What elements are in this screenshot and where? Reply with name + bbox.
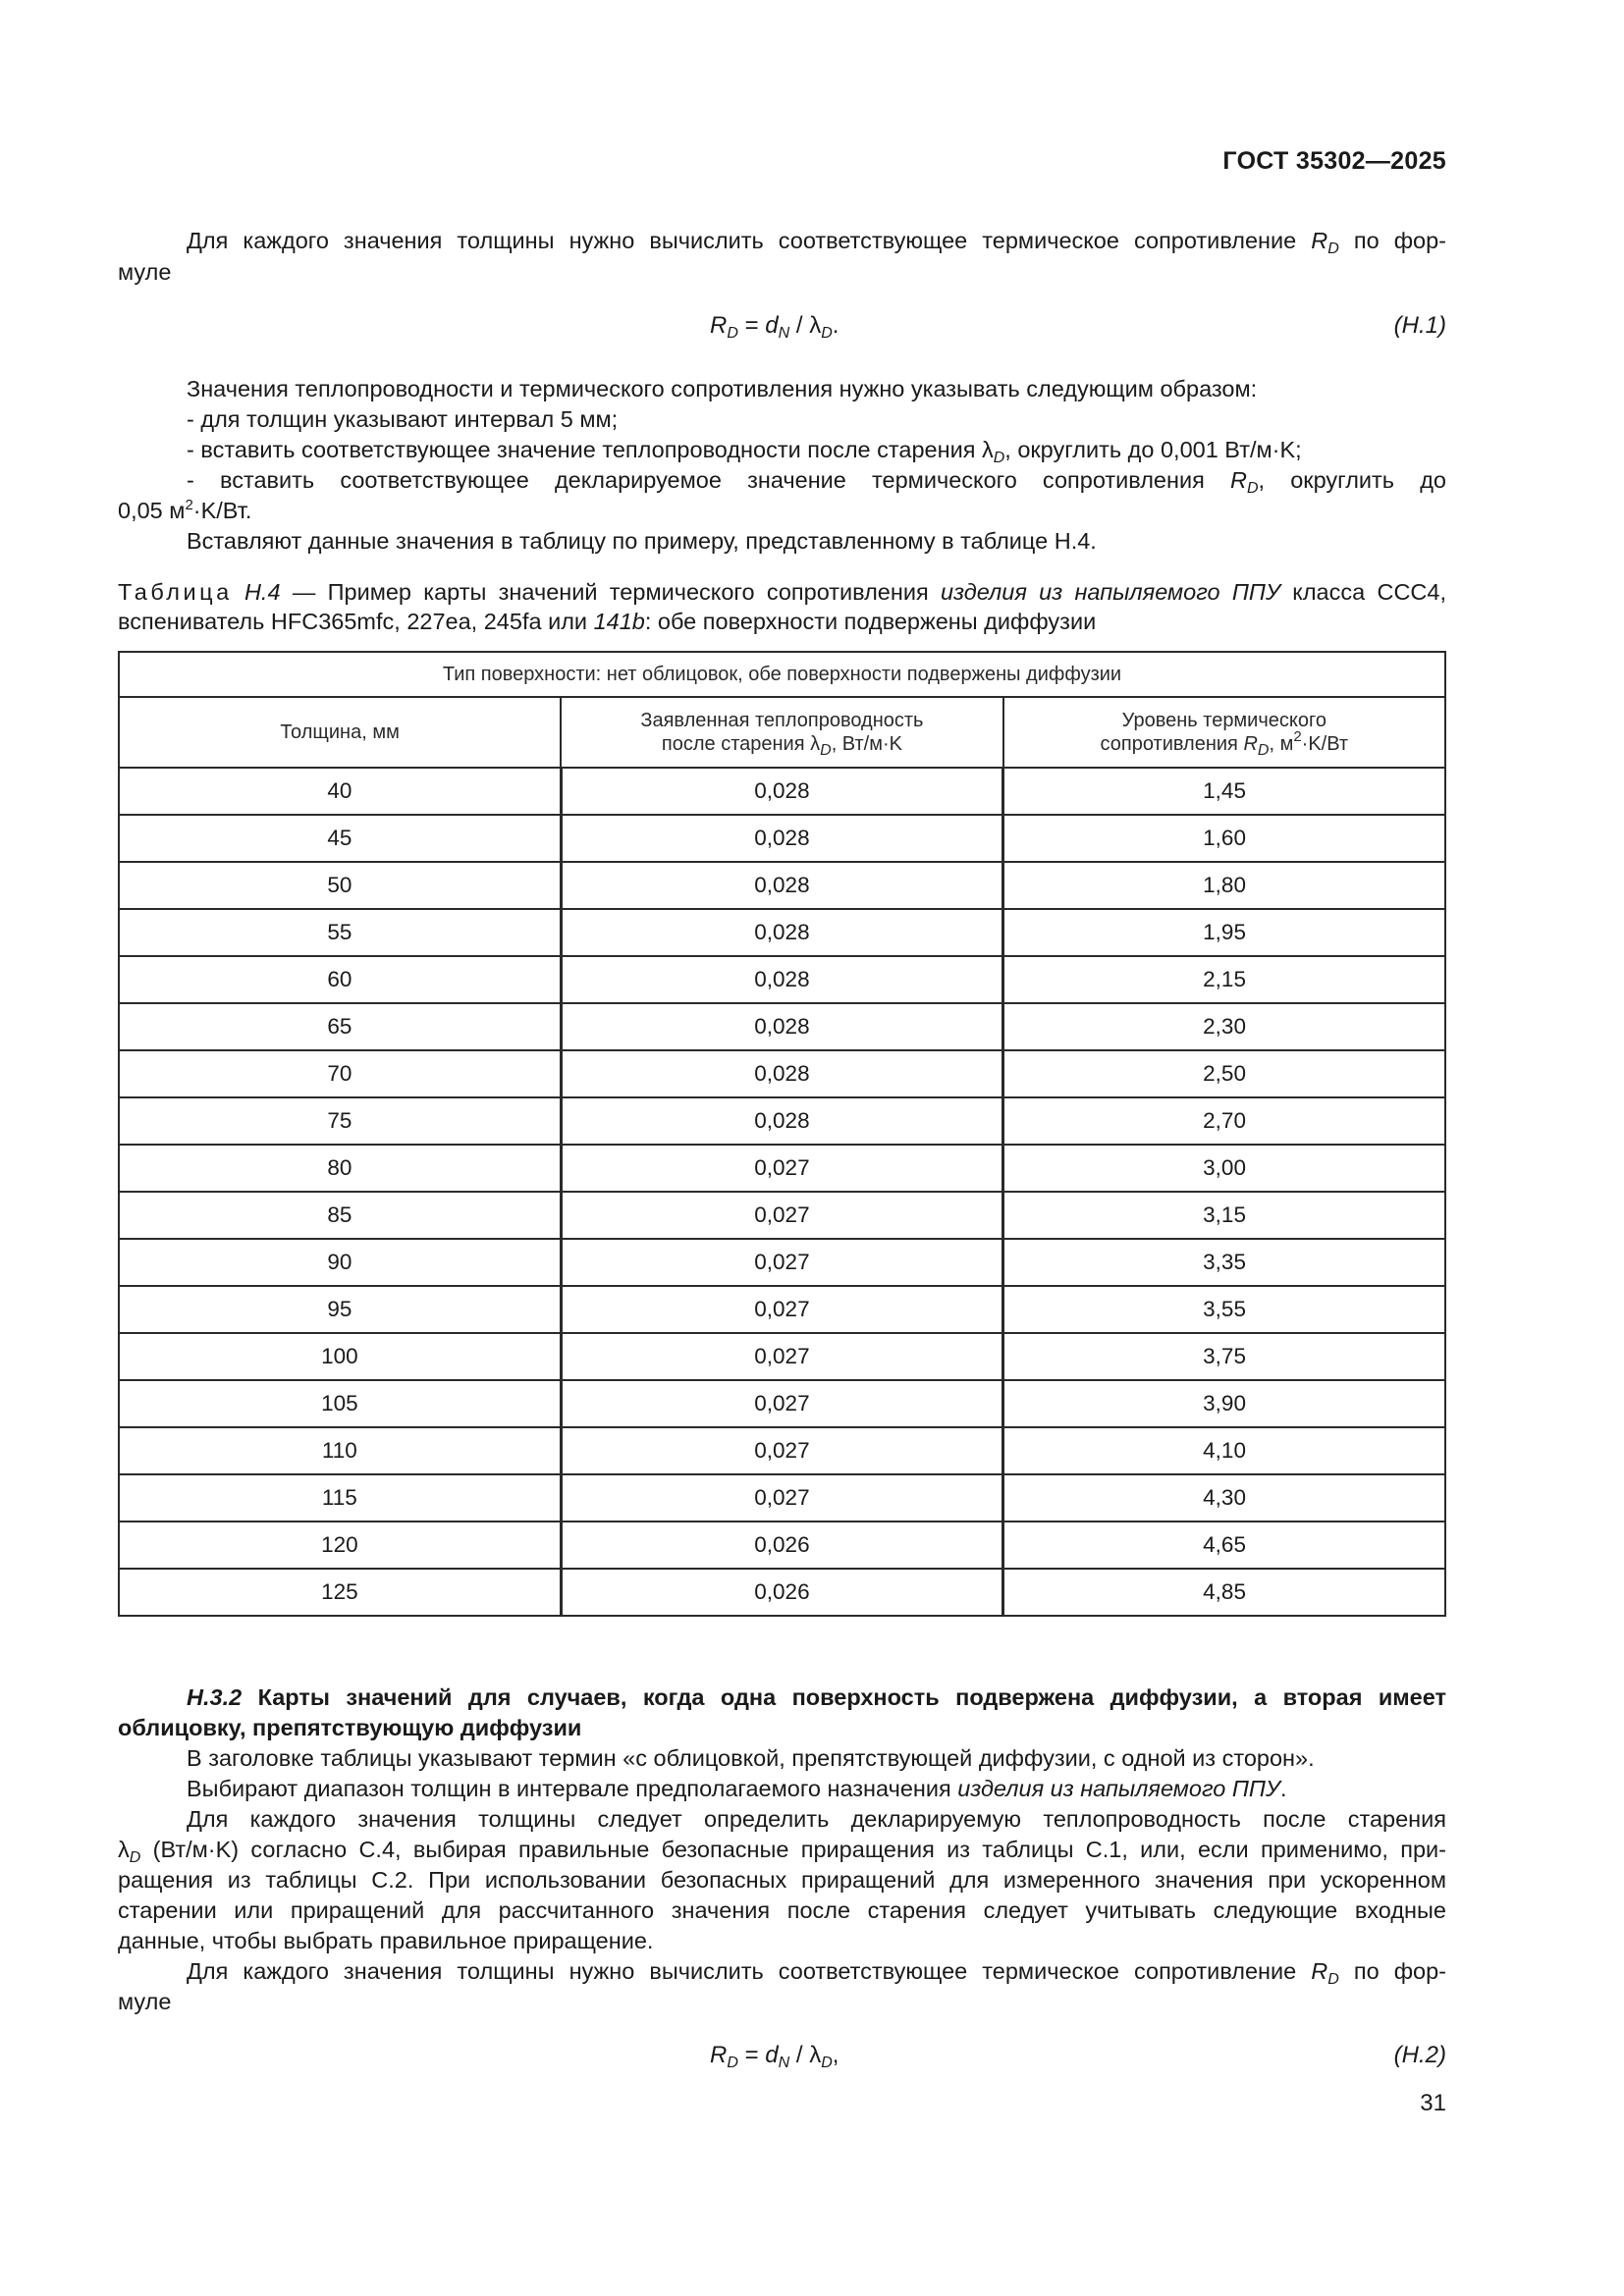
cell-resistance: 4,30 xyxy=(1003,1474,1445,1522)
cell-conductivity: 0,027 xyxy=(561,1239,1002,1286)
paragraph-insert: Вставляют данные значения в таблицу по примеру, представленному в таблице Н.4. xyxy=(187,528,1097,554)
section-paragraph-2 xyxy=(118,1774,1446,1803)
text-span: по фор- xyxy=(1338,228,1446,253)
subscript-n: N xyxy=(778,325,790,342)
table-row xyxy=(119,956,1445,1003)
table-row xyxy=(119,1239,1445,1286)
cell-thickness: 40 xyxy=(119,768,561,815)
table-row xyxy=(119,768,1445,815)
header-text: Заявленная теплопроводность xyxy=(640,710,924,731)
cell-conductivity: 0,027 xyxy=(561,1427,1002,1474)
text-span: , Вт/м·K xyxy=(831,733,902,755)
superscript: 2 xyxy=(1293,728,1302,745)
cell-thickness: 80 xyxy=(119,1145,561,1192)
cell-resistance: 4,85 xyxy=(1003,1569,1445,1616)
cell-thickness: 75 xyxy=(119,1097,561,1145)
subscript-d: D xyxy=(821,325,833,342)
text-span: Для каждого значения толщины нужно вычислить соответствующее термическое сопротивление xyxy=(187,1958,1312,1984)
table-row xyxy=(119,1050,1445,1097)
cell-conductivity: 0,028 xyxy=(561,815,1002,862)
text-span: Для каждого значения толщины нужно вычислить соответствующее термическое сопротивление xyxy=(187,228,1312,253)
bullet-conductivity xyxy=(118,435,1446,464)
symbol-d: d xyxy=(765,312,779,339)
cell-thickness: 110 xyxy=(119,1427,561,1474)
section-title: Карты значений для случаев, когда одна поверхность подвержена диффузии, а вторая имеет xyxy=(242,1684,1446,1710)
cell-resistance: 3,35 xyxy=(1003,1239,1445,1286)
subscript-d: D xyxy=(1327,1971,1339,1988)
header-text xyxy=(1004,728,1444,759)
caption-number: Н.4 xyxy=(244,579,281,605)
cell-resistance: 4,10 xyxy=(1003,1427,1445,1474)
cell-conductivity: 0,027 xyxy=(561,1145,1002,1192)
cell-resistance: 3,00 xyxy=(1003,1145,1445,1192)
cell-thickness: 120 xyxy=(119,1522,561,1569)
cell-conductivity: 0,028 xyxy=(561,1050,1002,1097)
symbol-lambda: λ xyxy=(810,733,821,755)
text-span: - вставить соответствующее значение теплопроводности после старения xyxy=(187,437,982,462)
cell-thickness: 70 xyxy=(119,1050,561,1097)
table-row xyxy=(119,909,1445,956)
text-span: класса CCC4, xyxy=(1279,579,1446,605)
cell-thickness: 85 xyxy=(119,1192,561,1239)
table-row xyxy=(119,1427,1445,1474)
cell-conductivity: 0,027 xyxy=(561,1333,1002,1380)
intro-paragraph-line2: муле xyxy=(118,259,172,285)
document-header: ГОСТ 35302—2025 xyxy=(1222,147,1446,175)
header-resistance xyxy=(1003,697,1445,768)
section-paragraph-3-line3: ращения из таблицы С.2. При использовании безопасных приращений для измеренного значения при ускоренном xyxy=(118,1867,1446,1893)
cell-resistance: 2,70 xyxy=(1003,1097,1445,1145)
cell-conductivity: 0,027 xyxy=(561,1192,1002,1239)
cell-conductivity: 0,027 xyxy=(561,1380,1002,1427)
text-span: Выбирают диапазон толщин в интервале предполагаемого назначения xyxy=(187,1776,958,1801)
equals-sign: = xyxy=(737,2042,766,2068)
formula-h2 xyxy=(710,2042,839,2069)
subscript-d: D xyxy=(727,2055,738,2071)
subscript-d: D xyxy=(820,742,832,759)
cell-thickness: 95 xyxy=(119,1286,561,1333)
cell-resistance: 3,90 xyxy=(1003,1380,1445,1427)
subscript-d: D xyxy=(821,2055,833,2071)
cell-resistance: 1,80 xyxy=(1003,862,1445,909)
cell-conductivity: 0,028 xyxy=(561,909,1002,956)
formula-number-h1: (H.1) xyxy=(1393,312,1446,339)
cell-thickness: 125 xyxy=(119,1569,561,1616)
cell-thickness: 65 xyxy=(119,1003,561,1050)
cell-conductivity: 0,027 xyxy=(561,1286,1002,1333)
symbol-r: R xyxy=(1243,733,1258,755)
section-paragraph-4-line2: муле xyxy=(118,1989,172,2014)
subscript-d: D xyxy=(727,325,738,342)
thermal-resistance-table xyxy=(118,651,1446,1617)
text-span: . xyxy=(1279,1776,1287,1801)
cell-thickness: 60 xyxy=(119,956,561,1003)
subscript-d: D xyxy=(1246,480,1259,497)
subscript-d: D xyxy=(1327,240,1339,257)
symbol-lambda: λ xyxy=(981,437,994,462)
symbol-r: R xyxy=(1311,1958,1328,1984)
text-span: - вставить соответствующее декларируемое значение термического сопротивления xyxy=(187,467,1230,493)
cell-resistance: 3,75 xyxy=(1003,1333,1445,1380)
cell-resistance: 3,15 xyxy=(1003,1192,1445,1239)
subscript-n: N xyxy=(778,2055,790,2071)
text-span: после старения xyxy=(661,733,811,755)
superscript: 2 xyxy=(185,497,193,513)
cell-thickness: 105 xyxy=(119,1380,561,1427)
cell-resistance: 2,50 xyxy=(1003,1050,1445,1097)
paragraph-values: Значения теплопроводности и термического сопротивления нужно указывать следующим образом: xyxy=(187,376,1258,401)
subscript-d: D xyxy=(129,1849,141,1866)
section-paragraph-3-line2 xyxy=(118,1835,1446,1864)
text-span: вспениватель HFC365mfc, 227ea, 245fa или xyxy=(118,609,594,634)
cell-thickness: 115 xyxy=(119,1474,561,1522)
formula-number-h2: (H.2) xyxy=(1393,2042,1446,2068)
caption-label: Таблица xyxy=(118,579,233,605)
cell-conductivity: 0,026 xyxy=(561,1569,1002,1616)
table-caption-line2 xyxy=(118,607,1096,636)
text-span: . xyxy=(832,312,839,339)
section-paragraph-3-line5: данные, чтобы выбрать правильное приращение. xyxy=(118,1928,654,1953)
text-span: сопротивления xyxy=(1100,733,1244,755)
text-span: , округлить до xyxy=(1258,467,1446,493)
table-row xyxy=(119,1380,1445,1427)
text-span: 0,05 м xyxy=(118,498,186,523)
slash: / xyxy=(789,2042,810,2068)
section-paragraph-3-line4: старении или приращений для рассчитанного значения после старения следует учитывать следующие входные xyxy=(118,1897,1446,1923)
text-span: — Пример карты значений термического сопротивления xyxy=(280,579,941,605)
symbol-lambda: λ xyxy=(809,2042,822,2068)
text-span: (Вт/м·K) согласно С.4, выбирая правильные безопасные приращения из таблицы С.1, или, если применимо, при- xyxy=(140,1837,1446,1862)
section-paragraph-1: В заголовке таблицы указывают термин «с облицовкой, препятствующей диффузии, с одной из сторон». xyxy=(187,1745,1315,1771)
table-row xyxy=(119,815,1445,862)
table-row xyxy=(119,1003,1445,1050)
table-row xyxy=(119,1522,1445,1569)
cell-resistance: 1,45 xyxy=(1003,768,1445,815)
symbol-d: d xyxy=(765,2042,779,2068)
text-span: ·K/Вт. xyxy=(192,498,252,523)
symbol-r: R xyxy=(710,312,728,339)
subscript-d: D xyxy=(1257,742,1270,759)
text-span: , xyxy=(832,2042,839,2068)
text-span: по фор- xyxy=(1338,1958,1446,1984)
text-span-italic: изделия из напыляемого ППУ xyxy=(941,579,1280,605)
cell-conductivity: 0,027 xyxy=(561,1474,1002,1522)
table-header-row xyxy=(119,697,1445,768)
cell-conductivity: 0,028 xyxy=(561,1097,1002,1145)
header-text xyxy=(562,732,1001,759)
cell-resistance: 2,30 xyxy=(1003,1003,1445,1050)
cell-thickness: 45 xyxy=(119,815,561,862)
section-number: Н.3.2 xyxy=(187,1684,243,1710)
bullet-resistance-cont xyxy=(118,496,251,525)
cell-resistance: 1,60 xyxy=(1003,815,1445,862)
table-row xyxy=(119,1145,1445,1192)
table-row xyxy=(119,1097,1445,1145)
equals-sign: = xyxy=(737,312,766,339)
cell-resistance: 1,95 xyxy=(1003,909,1445,956)
table-body xyxy=(119,768,1445,1616)
cell-thickness: 50 xyxy=(119,862,561,909)
table-caption-line1 xyxy=(118,577,1446,607)
symbol-r: R xyxy=(1229,467,1247,493)
page-number: 31 xyxy=(1420,2090,1446,2116)
cell-conductivity: 0,028 xyxy=(561,862,1002,909)
cell-conductivity: 0,028 xyxy=(561,768,1002,815)
header-conductivity xyxy=(561,697,1002,768)
section-paragraph-3-line1: Для каждого значения толщины следует определить декларируемую теплопроводность после старения xyxy=(187,1806,1446,1832)
cell-thickness: 55 xyxy=(119,909,561,956)
section-heading-line1 xyxy=(118,1682,1446,1712)
slash: / xyxy=(789,312,810,339)
table-row xyxy=(119,1333,1445,1380)
text-span-italic: изделия из напыляемого ППУ xyxy=(957,1776,1280,1801)
table-row xyxy=(119,1286,1445,1333)
table-surface-row xyxy=(119,652,1445,697)
symbol-r: R xyxy=(1311,228,1328,253)
symbol-r: R xyxy=(710,2042,728,2068)
text-span-italic: 141b xyxy=(593,609,645,634)
text-span: ·K/Вт xyxy=(1301,733,1349,755)
text-span: , округлить до 0,001 Вт/м·K; xyxy=(1004,437,1302,462)
cell-conductivity: 0,026 xyxy=(561,1522,1002,1569)
table-row xyxy=(119,1192,1445,1239)
cell-thickness: 100 xyxy=(119,1333,561,1380)
cell-conductivity: 0,028 xyxy=(561,956,1002,1003)
text-span: , м xyxy=(1269,733,1294,755)
table-row xyxy=(119,862,1445,909)
section-heading-line2: облицовку, препятствующую диффузии xyxy=(118,1715,582,1740)
symbol-lambda: λ xyxy=(118,1837,130,1862)
symbol-lambda: λ xyxy=(809,312,822,339)
text-span: : обе поверхности подвержены диффузии xyxy=(644,609,1097,634)
cell-resistance: 4,65 xyxy=(1003,1522,1445,1569)
intro-paragraph-line1 xyxy=(118,226,1446,255)
header-text: Уровень термического xyxy=(1121,710,1326,731)
cell-thickness: 90 xyxy=(119,1239,561,1286)
subscript-d: D xyxy=(993,450,1005,466)
table-row xyxy=(119,1474,1445,1522)
cell-conductivity: 0,028 xyxy=(561,1003,1002,1050)
surface-type-cell: Тип поверхности: нет облицовок, обе поверхности подвержены диффузии xyxy=(119,652,1445,697)
cell-resistance: 3,55 xyxy=(1003,1286,1445,1333)
header-thickness: Толщина, мм xyxy=(119,697,561,768)
table-row xyxy=(119,1569,1445,1616)
formula-h1 xyxy=(710,312,839,340)
cell-resistance: 2,15 xyxy=(1003,956,1445,1003)
bullet-resistance xyxy=(118,465,1446,495)
section-paragraph-4-line1 xyxy=(118,1956,1446,1986)
bullet-thickness: - для толщин указывают интервал 5 мм; xyxy=(187,406,619,432)
